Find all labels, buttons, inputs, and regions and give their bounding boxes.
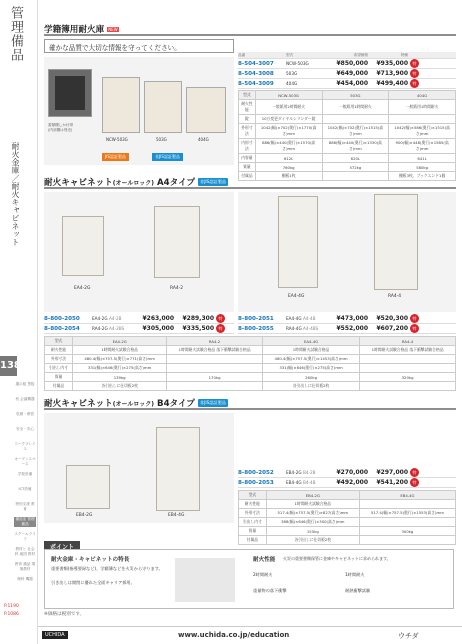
item-price: ¥305,000 (142, 325, 174, 332)
item-model: RA4-2G A4-2BS (92, 326, 125, 331)
item-special-price: ¥289,300 (182, 315, 214, 322)
sidebar-item[interactable]: 教育 備品 環境教材 (14, 562, 36, 571)
special-icon: 特 (216, 324, 225, 333)
spec-cell (360, 364, 456, 373)
spec-row (239, 154, 456, 163)
spec-col: RA4-2 (167, 337, 263, 346)
section2-spec-table (44, 336, 456, 391)
spec-cell: 質量 (239, 527, 267, 536)
spec-row (45, 373, 456, 382)
safe-ncw503g-icon (102, 77, 140, 133)
spec-cell (389, 115, 456, 124)
item-code[interactable]: 8-504-3008 (238, 70, 274, 77)
section1-intro: 確かな品質で大切な情報を守ってください。 (44, 39, 234, 53)
spec-cell: 外形寸法 (45, 355, 73, 364)
spec-cell: 引出し内寸 (239, 518, 267, 527)
spec-cell: 320kg (360, 373, 456, 382)
cabinet-ra44-icon (374, 194, 418, 290)
spec-col: 503G (322, 91, 389, 100)
spec-col: 404G (389, 91, 456, 100)
page-number: 138 (0, 356, 17, 376)
spec-cell: 耐火性能 (239, 100, 256, 115)
price-row (44, 314, 234, 324)
point-bullet-1: 重要書類(指導要録など)、学籍簿などを火災から守ります。 (51, 566, 163, 571)
spec-cell: 一般紙用2時間耐火 (255, 100, 322, 115)
footer-brand: ウチダ (398, 632, 419, 640)
spec-cell (360, 382, 456, 391)
new-tag: NEW (108, 26, 118, 32)
section1-spec-table (238, 90, 456, 181)
item-price: ¥850,000 (336, 60, 368, 67)
spec-col: NCW-503G (255, 91, 322, 100)
cabinet-eb44g-icon (156, 427, 200, 511)
spec-row (239, 124, 456, 139)
spec-cell (359, 518, 455, 527)
non-jis-badge: 非JIS認証製品 (152, 153, 183, 161)
spec-cell: 耐火性能 (45, 346, 73, 355)
cabinet-eb42g-icon (66, 465, 110, 509)
item-price: ¥649,000 (336, 70, 368, 77)
spec-row (239, 163, 456, 172)
sidebar-bottom-ref-1[interactable]: P.1190 (4, 604, 19, 609)
spec-cell: 1時間耐火試験合格品 (73, 346, 167, 355)
item-model: EA4-2G A4-2B (92, 316, 122, 321)
brand-bar (38, 626, 462, 644)
sidebar-item[interactable]: 掲示板 黒板 (15, 382, 35, 386)
spec-col: EA4-4G (262, 337, 359, 346)
spec-row (239, 527, 456, 536)
price-row (238, 314, 456, 324)
item-special-price: ¥335,500 (182, 325, 214, 332)
spec-cell: 1時間耐火試験合格品 落下衝撃試験合格品 (360, 346, 456, 355)
item-price: ¥454,000 (336, 80, 368, 87)
cabinet-ea42g-icon (62, 216, 104, 276)
spec-cell: 300kg (359, 527, 455, 536)
spec-cell: 170kg (167, 373, 263, 382)
spec-row (45, 355, 456, 364)
spec-cell: 886(幅)×440(奥行)×1330(高さ)mm (322, 139, 389, 154)
spec-cell: 各引出しに仕切板2枚 (266, 536, 359, 545)
point-bullet-2: 引き出しは開閉に優れた全面キャリア採用。 (51, 580, 135, 585)
note-1: 書類棚しか付帯 (48, 123, 74, 127)
sidebar-bottom-ref-2[interactable]: P.1086 (4, 612, 19, 617)
spec-row (45, 364, 456, 373)
label-404g: 404G (198, 137, 209, 142)
item-special-price: ¥935,000 (376, 60, 408, 67)
section3-title: 耐火キャビネット(オールロック) B4タイプ (44, 399, 195, 409)
spec-cell: 612L (255, 154, 322, 163)
label-503g: 503G (156, 137, 167, 142)
spec-cell: 620L (322, 154, 389, 163)
label-ea44g: EA4-4G (288, 294, 305, 299)
point-label: ポイント (44, 541, 80, 550)
section1-header (44, 24, 456, 36)
spec-cell: 耐火性能 (239, 500, 267, 509)
item-price: ¥552,000 (336, 325, 368, 332)
special-icon: 特 (216, 314, 225, 323)
point-heading-2: 耐火性能 (253, 557, 276, 563)
spec-cell: 139kg (73, 373, 167, 382)
sidebar-item[interactable]: 理科 機器 (17, 577, 33, 581)
spec-cell: 各引出しに仕切板2枚 (262, 382, 359, 391)
spec-cell: 質量 (239, 163, 256, 172)
item-code[interactable]: 8-504-3007 (238, 60, 274, 67)
item-code[interactable]: 8-800-2052 (238, 469, 274, 476)
cabinet-ra42-icon (154, 206, 200, 278)
section3-header (44, 398, 456, 410)
spec-cell: 外形寸法 (239, 509, 267, 518)
item-model: RA4-4G A4-4BS (286, 326, 319, 331)
section3-prices (238, 468, 456, 488)
spec-cell: 641L (389, 154, 456, 163)
label-ra42: RA4-2 (170, 286, 184, 291)
label-eb44g: EB4-4G (168, 513, 185, 518)
item-model: EB4-2G B4-2B (286, 470, 316, 475)
spec-cell: 引出し内寸 (45, 364, 73, 373)
spec-cell: 内形寸法 (239, 139, 256, 154)
spec-cell: 331(幅)×646(奥行)×275(高さ)mm (73, 364, 167, 373)
col-code: 品番 (238, 52, 246, 57)
item-price: ¥270,000 (336, 469, 368, 476)
label-eb42g: EB4-2G (76, 513, 93, 518)
sidebar-item[interactable]: ワークプレイス (14, 442, 36, 451)
special-icon: 特 (410, 314, 419, 323)
section1-product-image (44, 57, 234, 165)
spec-cell (322, 115, 389, 124)
item-model: 503G (286, 71, 298, 76)
safe-interior-icon (48, 69, 92, 117)
safe-404g-icon (186, 87, 226, 133)
spec-cell: 各引出しに仕切板2枚 (73, 382, 167, 391)
spec-cell: 760kg (255, 163, 322, 172)
spec-row (239, 518, 456, 527)
spec-cell: 1042(幅)×702(奥行)×1515(高さ)mm (322, 124, 389, 139)
cabinet-ea44g-icon (278, 196, 318, 288)
spec-cell (167, 364, 263, 373)
special-icon: 特 (410, 69, 419, 78)
spec-cell (167, 382, 263, 391)
special-icon: 特 (410, 478, 419, 487)
item-code[interactable]: 8-800-2051 (238, 315, 274, 322)
section3-spec-table (238, 490, 456, 545)
feature-1: 2時間耐火 (253, 572, 273, 577)
uchida-logo: UCHIDA (42, 631, 68, 639)
spec-col: 型式 (239, 491, 267, 500)
spec-row (239, 509, 456, 518)
spec-cell: 錠 (239, 115, 256, 124)
sidebar-item[interactable]: 備品室 管理備品 (15, 517, 35, 526)
section2-header (44, 177, 456, 189)
sidebar-item[interactable]: ICT設備 (18, 487, 32, 491)
footer-url[interactable]: www.uchida.co.jp/education (178, 631, 290, 639)
item-special-price: ¥499,400 (376, 80, 408, 87)
sidebar-item[interactable]: 特別支援 教育 (15, 502, 35, 511)
price-row (238, 79, 456, 89)
spec-cell: 517.4(幅)×757.5(奥行)×1553(高さ)mm (359, 509, 455, 518)
spec-col: 型式 (239, 91, 256, 100)
section3-image (44, 413, 234, 523)
item-special-price: ¥713,900 (376, 70, 408, 77)
item-model: NCW-503G (286, 61, 309, 66)
spec-cell: 内容量 (239, 154, 256, 163)
item-special-price: ¥607,200 (376, 325, 408, 332)
price-row (238, 69, 456, 79)
spec-cell: 10万変更ダイヤルシリンダー錠 (255, 115, 322, 124)
spec-row (239, 100, 456, 115)
feature-3: 重量物の落下衝撃 (253, 588, 287, 593)
item-code[interactable]: 8-800-2053 (238, 479, 274, 486)
spec-cell: 1042(幅)×702(奥行)×1770(高さ)mm (255, 124, 322, 139)
section2-right-prices (238, 314, 456, 334)
label-ea42g: EA4-2G (74, 286, 91, 291)
spec-cell: 517.4(幅)×757.5(奥行)×827(高さ)mm (266, 509, 359, 518)
section2-right-image (238, 192, 456, 312)
spec-col: EA4-2G (73, 337, 167, 346)
spec-row (239, 500, 456, 509)
jis-badge: JIS認証製品 (102, 153, 129, 161)
section2-jis-badge: 非JIS認証製品 (200, 179, 227, 184)
point-desc-2: 火災の重要書類保管に金庫やキャビネットに求められます。 (283, 556, 391, 561)
spec-row (239, 139, 456, 154)
price-row (238, 324, 456, 334)
sidebar-item[interactable]: オープンスペース (14, 457, 36, 466)
item-code[interactable]: 8-800-2055 (238, 325, 274, 332)
sidebar-item[interactable]: 学校設備 (17, 472, 33, 476)
col-price: 希望価格 (353, 52, 368, 57)
point-photo (175, 558, 235, 602)
special-icon: 特 (410, 79, 419, 88)
label-ra44: RA4-4 (388, 294, 402, 299)
section2-title: 耐火キャビネット(オールロック) A4タイプ (44, 178, 195, 188)
spec-cell: 付属品 (239, 536, 267, 545)
spec-cell: 1時間耐火試験合格品 (262, 346, 359, 355)
price-row (238, 59, 456, 69)
spec-cell (359, 536, 455, 545)
spec-cell: 155kg (266, 527, 359, 536)
item-code[interactable]: 8-800-2050 (44, 315, 80, 322)
sidebar-title: 管理備品 (8, 6, 23, 62)
price-row (44, 324, 234, 334)
price-row (238, 478, 456, 488)
feature-2: 1時間耐火 (345, 572, 365, 577)
item-special-price: ¥297,000 (376, 469, 408, 476)
spec-col: 型式 (45, 337, 73, 346)
label-ncw503g: NCW-503G (106, 137, 128, 142)
sidebar-item[interactable]: 教材と 社会科 地図 教材 (14, 547, 36, 556)
spec-cell: 331(幅)×646(奥行)×275(高さ)mm (262, 364, 359, 373)
footer-note: ※価格は税別です。 (44, 612, 85, 617)
sidebar-subtitle: 耐火金庫／耐火キャビネット (11, 142, 20, 246)
spec-row (45, 346, 456, 355)
spec-cell: 1時間耐火試験合格品 (266, 500, 359, 509)
spec-col: EB4-4G (359, 491, 455, 500)
feature-4: 耐熱衝撃試験 (345, 588, 371, 593)
spec-cell: 260kg (262, 373, 359, 382)
sidebar-item[interactable]: 安全・安心 (16, 427, 34, 431)
spec-cell: 棚板3枚、ブックエンド1個 (389, 172, 456, 181)
spec-cell: 900(幅)×448(奥行)×1585(高さ)mm (389, 139, 456, 154)
section1-title: 学籍簿用耐火庫 (44, 25, 105, 35)
spec-cell: 886(幅)×440(奥行)×1570(高さ)mm (255, 139, 322, 154)
spec-col: RA4-4 (360, 337, 456, 346)
item-special-price: ¥541,200 (376, 479, 408, 486)
section3-jis-badge: 非JIS認証製品 (199, 400, 226, 405)
item-price: ¥473,000 (336, 315, 368, 322)
item-model: EB4-4G B4-4B (286, 480, 316, 485)
section2-left-prices (44, 314, 234, 334)
spec-row (239, 115, 456, 124)
item-price: ¥263,000 (142, 315, 174, 322)
sidebar-item[interactable]: スクールライフ (14, 532, 36, 541)
spec-cell: 480.4(幅)×757.5(奥行)×771(高さ)mm (73, 355, 167, 364)
section2-left-image (44, 192, 234, 312)
note-2: (内部棚は別売) (48, 128, 73, 132)
spec-cell (360, 355, 456, 364)
spec-cell: 棚板1枚 (255, 172, 322, 181)
spec-row (239, 536, 456, 545)
spec-cell: 480.4(幅)×757.5(奥行)×1453(高さ)mm (262, 355, 359, 364)
spec-cell: 1時間耐火試験合格品 落下衝撃試験合格品 (167, 346, 263, 355)
special-icon: 特 (410, 59, 419, 68)
spec-cell (167, 355, 263, 364)
section1-price-table (238, 52, 456, 89)
spec-cell: 付属品 (45, 382, 73, 391)
item-model: 404G (286, 81, 298, 86)
item-code[interactable]: 8-504-3009 (238, 80, 274, 87)
special-icon: 特 (410, 324, 419, 333)
safe-503g-icon (144, 81, 182, 133)
spec-cell: 質量 (45, 373, 73, 382)
col-model: 型式 (286, 52, 294, 57)
spec-col: EB4-2G (266, 491, 359, 500)
spec-row (45, 382, 456, 391)
item-model: EA4-4G A4-4B (286, 316, 316, 321)
spec-cell: 580kg (389, 163, 456, 172)
spec-cell: 572kg (322, 163, 389, 172)
spec-cell (359, 500, 455, 509)
point-box (44, 549, 454, 609)
item-special-price: ¥520,300 (376, 315, 408, 322)
spec-cell: 外形寸法 (239, 124, 256, 139)
spec-cell: 一般紙用1時間耐火 (322, 100, 389, 115)
special-icon: 特 (410, 468, 419, 477)
price-row (238, 468, 456, 478)
col-special: 特価 (400, 52, 408, 57)
sidebar-item[interactable]: 収納・保管 (16, 412, 34, 416)
item-price: ¥492,000 (336, 479, 368, 486)
point-heading-1: 耐火金庫・キャビネットの特長 (51, 557, 130, 563)
spec-cell: 388(幅)×646(奥行)×300(高さ)mm (266, 518, 359, 527)
sidebar-item[interactable]: 机 会議機器 (15, 397, 35, 401)
spec-cell: 付属品 (239, 172, 256, 181)
spec-cell: 一般紙用1時間耐火 (389, 100, 456, 115)
item-code[interactable]: 8-800-2054 (44, 325, 80, 332)
spec-cell: 1042(幅)×586(奥行)×1515(高さ)mm (389, 124, 456, 139)
